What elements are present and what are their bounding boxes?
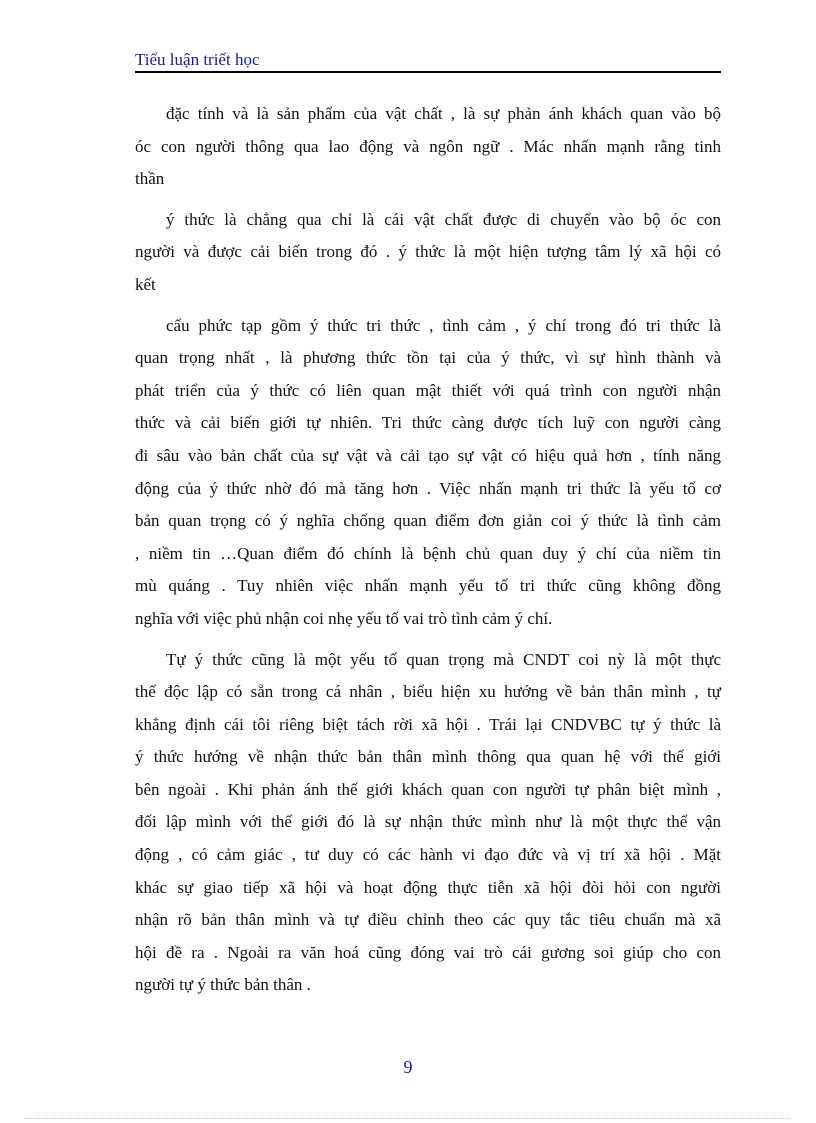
text-line: đi sâu vào bản chất của sự vật và cải tạo sự vật có hiệu quả hơn , tính năng bbox=[135, 445, 721, 465]
text-line: bản quan trọng có ý nghĩa chống quan điểm đơn giản coi ý thức là tình cảm bbox=[135, 511, 721, 531]
text-line: người tự ý thức bản thân . bbox=[135, 975, 311, 995]
text-line: động , có cảm giác , tư duy có các hành vi đạo đức và vị trí xã hội . Mặt bbox=[135, 845, 721, 865]
text-line: khẳng định cái tôi riêng biệt tách rời xã hội . Trái lại CNDVBC tự ý thức là bbox=[135, 714, 721, 734]
text-line: nghĩa với việc phủ nhận coi nhẹ yếu tố vai trò tình cảm ý chí. bbox=[135, 608, 553, 628]
body-text bbox=[135, 98, 721, 1002]
text-line: mù quáng . Tuy nhiên việc nhấn mạnh yếu tố tri thức cũng không đồng bbox=[135, 576, 721, 596]
paragraph bbox=[135, 644, 721, 1003]
text-line: thể độc lập có sẵn trong cá nhân , biểu hiện xu hướng về bản thân mình , tự bbox=[135, 682, 721, 702]
text-line: ý thức là chẳng qua chỉ là cái vật chất được di chuyển vào bộ óc con bbox=[166, 209, 721, 229]
text-line: ý thức hướng về nhận thức bản thân mình thông qua quan hệ với thế giới bbox=[135, 747, 721, 767]
text-line: kết bbox=[135, 274, 156, 294]
paragraph bbox=[135, 98, 721, 196]
text-line: động của ý thức nhờ đó mà tăng hơn . Việc nhấn mạnh tri thức là yếu tố cơ bbox=[135, 478, 721, 498]
text-line: người và được cải biến trong đó . ý thức là một hiện tượng tâm lý xã hội có bbox=[135, 242, 721, 262]
text-line: đối lập mình với thế giới đó là sự nhận thức mình như là một thực thể vận bbox=[135, 812, 721, 832]
text-line: khác sự giao tiếp xã hội và hoạt động thực tiễn xã hội đòi hỏi con người bbox=[135, 877, 721, 897]
text-line: phát triển của ý thức có liên quan mật thiết với quá trình con người nhận bbox=[135, 380, 721, 400]
text-line: Tự ý thức cũng là một yếu tố quan trọng mà CNDT coi nỳ là một thực bbox=[166, 649, 721, 669]
text-line: óc con người thông qua lao động và ngôn ngữ . Mác nhấn mạnh rằng tinh bbox=[135, 136, 721, 156]
page-bottom-border bbox=[26, 1118, 790, 1119]
text-line: quan trọng nhất , là phương thức tồn tại của ý thức, vì sự hình thành và bbox=[135, 348, 721, 368]
text-line: bên ngoài . Khi phản ánh thế giới khách quan con người tự phân biệt mình , bbox=[135, 779, 721, 799]
text-line: nhận rõ bản thân mình và tự điều chỉnh theo các quy tắc tiêu chuẩn mà xã bbox=[135, 910, 721, 930]
text-line: thức và cải biến giới tự nhiên. Tri thức càng được tích luỹ con người càng bbox=[135, 413, 721, 433]
paragraph bbox=[135, 310, 721, 636]
running-header: Tiểu luận triết học bbox=[135, 50, 260, 69]
text-line: hội đề ra . Ngoài ra văn hoá cũng đóng vai trò cái gương soi giúp cho con bbox=[135, 942, 721, 962]
text-line: thần bbox=[135, 169, 165, 189]
header-rule bbox=[135, 71, 721, 73]
text-line: , niềm tin …Quan điểm đó chính là bệnh chủ quan duy ý chí của niềm tin bbox=[135, 543, 721, 563]
paragraph bbox=[135, 204, 721, 302]
page-number: 9 bbox=[403, 1057, 413, 1077]
text-line: đặc tính và là sản phẩm của vật chất , là sự phản ánh khách quan vào bộ bbox=[166, 104, 721, 123]
text-line: cấu phức tạp gồm ý thức tri thức , tình cảm , ý chí trong đó tri thức là bbox=[166, 315, 721, 335]
